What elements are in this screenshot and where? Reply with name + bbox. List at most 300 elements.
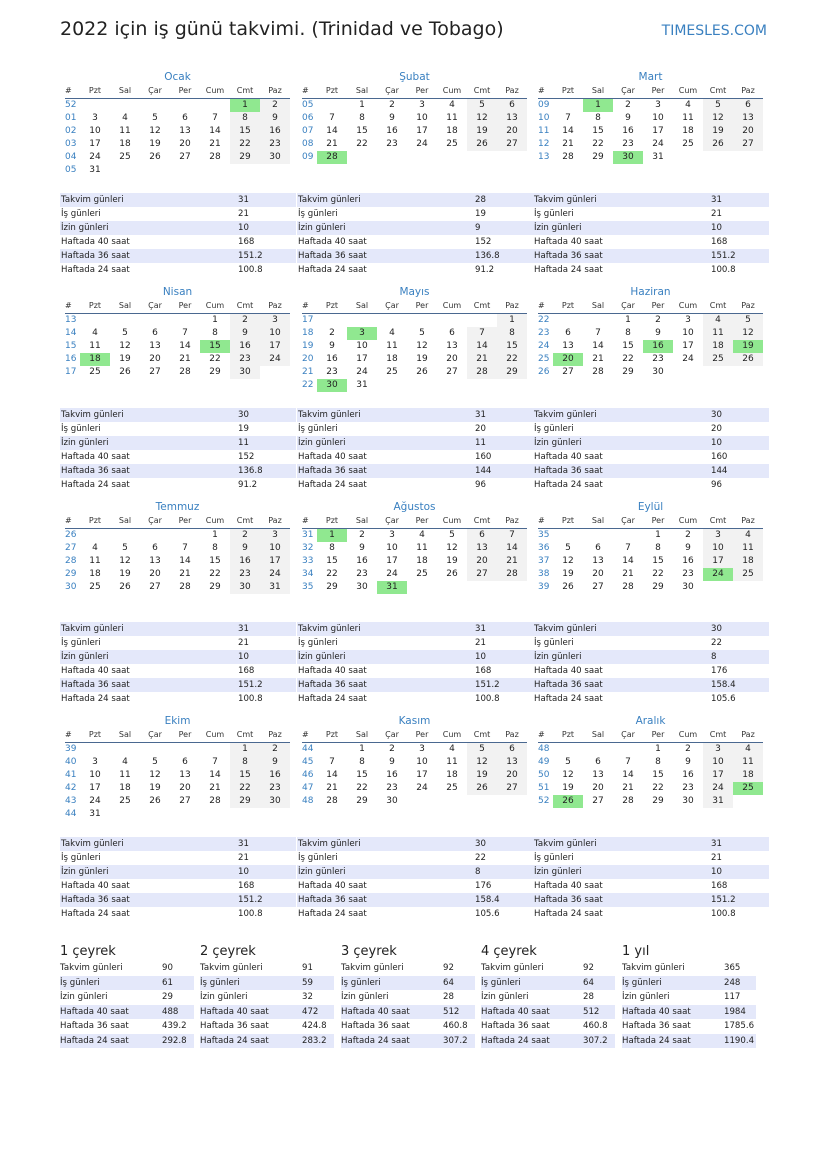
empty-cell [407,314,437,327]
week-number: 51 [538,783,550,793]
day-cell: 6 [449,328,455,338]
week-number: 45 [302,757,314,767]
stat-row [533,893,769,907]
quarter-label: Haftada 36 saat [200,1021,269,1031]
day-cell: 16 [643,340,673,353]
quarter-row [60,1019,194,1034]
weekday-label: Cum [442,730,462,739]
day-cell: 20 [467,555,497,568]
day-cell: 25 [733,568,763,581]
day-cell: 20 [553,353,583,366]
quarter-value: 460.8 [583,1021,608,1031]
stat-label: Haftada 40 saat [298,452,367,462]
day-cell: 1 [497,314,527,327]
quarter-value: 28 [583,992,594,1002]
week-row [302,125,527,138]
day-cell: 8 [359,113,365,123]
day-cell: 22 [592,139,604,149]
day-cell: 19 [119,569,131,579]
day-cell: 3 [419,100,425,110]
week-row [538,795,763,808]
stat-label: Haftada 24 saat [61,909,130,919]
stat-row [60,865,296,879]
day-cell: 9 [389,113,395,123]
day-cell: 19 [149,139,161,149]
stat-row [533,450,769,464]
day-cell: 21 [622,783,634,793]
day-cell: 16 [386,770,398,780]
month-stats [60,837,296,921]
quarter-row [622,961,756,976]
day-cell: 18 [416,556,428,566]
day-cell: 3 [92,757,98,767]
week-number: 43 [65,796,77,806]
stat-row [60,837,296,851]
day-cell: 26 [119,582,131,592]
quarter-row [341,961,475,976]
stat-label: Haftada 36 saat [61,251,130,261]
stat-value: 151.2 [711,251,736,261]
day-cell: 31 [356,380,368,390]
stat-value: 28 [475,195,486,205]
day-cell: 19 [119,354,131,364]
stat-value: 21 [475,638,486,648]
day-cell: 25 [446,783,458,793]
day-cell: 27 [179,796,191,806]
day-cell: 27 [149,367,161,377]
weekday-label: Per [651,86,665,95]
empty-cell [317,743,347,756]
weekday-label: Çar [621,86,635,95]
stat-value: 91.2 [238,480,258,490]
quarter-value: 32 [302,992,313,1002]
day-cell: 21 [562,139,574,149]
day-cell: 3 [419,744,425,754]
stat-row [533,436,769,450]
quarter-summary [622,943,756,1048]
stat-label: İzin günleri [61,223,109,233]
week-row [538,353,763,366]
empty-cell [583,529,613,542]
stat-label: Haftada 24 saat [61,480,130,490]
weekday-label: Çar [148,301,162,310]
day-cell: 19 [416,354,428,364]
week-number: 13 [65,315,77,325]
week-number: 40 [65,757,77,767]
stat-label: İzin günleri [298,223,346,233]
week-row [65,808,290,821]
empty-cell [407,581,437,594]
weekday-label: Paz [741,86,755,95]
day-cell: 28 [326,796,338,806]
month-calendar [538,285,763,379]
day-cell: 11 [89,341,101,351]
week-number: 52 [65,100,77,110]
weekday-label: Paz [268,86,282,95]
day-cell: 27 [446,367,458,377]
week-number: 04 [65,152,77,162]
stat-value: 136.8 [475,251,500,261]
week-row [302,756,527,769]
day-cell: 2 [329,328,335,338]
stat-label: Haftada 40 saat [61,666,130,676]
stat-value: 96 [711,480,722,490]
stat-row [297,193,533,207]
day-cell: 20 [179,783,191,793]
day-cell: 19 [703,125,733,138]
quarter-value: 439.2 [162,1021,187,1031]
day-cell: 12 [446,543,458,553]
weekday-header [538,84,763,99]
day-cell: 3 [347,327,377,340]
stat-row [533,263,769,277]
empty-cell [230,164,260,177]
stat-label: Haftada 36 saat [534,251,603,261]
day-cell: 20 [179,139,191,149]
day-cell: 15 [497,340,527,353]
empty-cell [110,164,140,177]
weekday-label: Paz [741,301,755,310]
day-cell: 20 [446,354,458,364]
day-cell: 14 [467,340,497,353]
empty-cell [260,366,290,379]
day-cell: 20 [497,769,527,782]
month-stats [297,837,533,921]
stat-row [297,408,533,422]
quarter-label: Takvim günleri [622,963,685,973]
stat-value: 21 [238,209,249,219]
day-cell: 9 [625,113,631,123]
week-number: 34 [302,569,314,579]
day-cell: 23 [682,783,694,793]
day-cell: 24 [386,569,398,579]
empty-cell [200,164,230,177]
day-cell: 5 [122,328,128,338]
day-cell: 28 [622,796,634,806]
stat-label: Haftada 40 saat [61,452,130,462]
day-cell: 17 [386,556,398,566]
week-row [65,353,290,366]
day-cell: 31 [89,165,101,175]
day-cell: 15 [200,340,230,353]
weekday-label: Cmt [473,86,491,95]
empty-cell [437,151,467,164]
stat-label: İzin günleri [61,867,109,877]
day-cell: 27 [562,367,574,377]
day-cell: 27 [149,582,161,592]
day-cell: 30 [260,151,290,164]
day-cell: 7 [182,328,188,338]
day-cell: 2 [260,743,290,756]
stat-row [60,636,296,650]
week-row [65,164,290,177]
week-number: 20 [302,354,314,364]
quarter-value: 1984 [724,1006,746,1017]
day-cell: 3 [703,529,733,542]
day-cell: 23 [230,568,260,581]
week-row [538,568,763,581]
day-cell: 30 [652,367,664,377]
month-name: Aralık [635,715,666,727]
day-cell: 10 [416,757,428,767]
empty-cell [170,99,200,112]
quarter-value: 59 [302,977,313,988]
day-cell: 1 [655,744,661,754]
month-calendar [302,714,527,808]
stat-label: Haftada 24 saat [298,909,367,919]
quarter-row [481,1034,615,1049]
day-cell: 10 [652,113,664,123]
stat-value: 20 [475,424,486,434]
quarter-label: Takvim günleri [200,963,263,973]
day-cell: 31 [703,795,733,808]
week-row [302,366,527,379]
day-cell: 29 [652,582,664,592]
day-cell: 29 [622,367,634,377]
day-cell: 29 [209,367,221,377]
week-number: 49 [538,757,550,767]
day-cell: 12 [149,126,161,136]
week-row [538,99,763,112]
weekday-label: Cum [678,516,698,525]
quarter-value: 28 [443,992,454,1002]
weekday-label: Sal [118,86,132,95]
weekday-label: Pzt [561,516,575,525]
month-calendar [65,285,290,379]
stat-label: Haftada 36 saat [61,895,130,905]
day-cell: 6 [152,328,158,338]
day-cell: 12 [562,556,574,566]
week-row [65,581,290,594]
day-cell: 25 [733,782,763,795]
day-cell: 26 [416,367,428,377]
week-number: 30 [65,582,77,592]
weekday-label: Çar [385,301,399,310]
weekday-label: Paz [268,516,282,525]
day-cell: 10 [682,328,694,338]
day-cell: 21 [179,569,191,579]
week-number: 23 [538,328,550,338]
day-cell: 24 [703,568,733,581]
stat-label: Takvim günleri [298,839,361,849]
day-cell: 5 [565,543,571,553]
stat-value: 31 [475,624,486,634]
day-cell: 19 [562,783,574,793]
stat-label: İş günleri [534,638,574,648]
weekday-label: Per [415,86,429,95]
empty-cell [80,314,110,327]
week-number: 26 [538,367,550,377]
week-number: 41 [65,770,77,780]
empty-cell [317,99,347,112]
stat-label: Haftada 36 saat [298,895,367,905]
day-cell: 25 [89,367,101,377]
quarter-value: 283.2 [302,1035,327,1046]
day-cell: 22 [652,783,664,793]
week-row [65,529,290,542]
stat-label: Takvim günleri [61,195,124,205]
weekday-label: Cmt [473,730,491,739]
day-cell: 18 [80,353,110,366]
month-name: Eylül [637,501,664,513]
day-cell: 24 [89,152,101,162]
stat-value: 100.8 [238,694,263,704]
empty-cell [437,795,467,808]
week-number: 31 [302,530,314,540]
stat-label: Haftada 24 saat [534,694,603,704]
day-cell: 18 [446,770,458,780]
day-cell: 10 [260,327,290,340]
day-cell: 11 [386,341,398,351]
stat-row [533,650,769,664]
day-cell: 24 [416,783,428,793]
day-cell: 15 [209,556,221,566]
stat-label: Haftada 36 saat [298,251,367,261]
week-row [538,314,763,327]
stat-label: Haftada 40 saat [534,237,603,247]
day-cell: 3 [655,100,661,110]
day-cell: 2 [389,744,395,754]
day-cell: 6 [595,757,601,767]
stat-label: İzin günleri [534,223,582,233]
month-stats [297,408,533,492]
stat-label: İş günleri [534,209,574,219]
empty-cell [733,795,763,808]
stat-row [60,408,296,422]
weekday-label: Per [651,730,665,739]
site-link[interactable]: TIMESLES.COM [661,23,767,39]
stat-value: 30 [711,624,722,634]
weekday-label: Cmt [236,301,254,310]
day-cell: 29 [497,366,527,379]
week-row [302,112,527,125]
weekday-header [538,299,763,314]
quarter-label: Haftada 36 saat [60,1021,129,1031]
day-cell: 26 [467,782,497,795]
day-cell: 10 [356,341,368,351]
quarter-label: Haftada 24 saat [622,1035,691,1046]
quarter-row [200,1005,334,1020]
day-cell: 24 [652,139,664,149]
week-row [65,151,290,164]
day-cell: 15 [622,341,634,351]
stat-row [533,422,769,436]
day-cell: 11 [416,543,428,553]
stat-row [533,408,769,422]
empty-cell [110,743,140,756]
empty-cell [347,314,377,327]
weekday-label: Paz [505,301,519,310]
quarter-value: 488 [162,1006,179,1017]
day-cell: 12 [467,112,497,125]
week-row [65,314,290,327]
day-cell: 1 [359,100,365,110]
quarter-label: Takvim günleri [481,963,544,973]
quarter-value: 1785.6 [724,1021,755,1031]
day-cell: 20 [733,125,763,138]
day-cell: 11 [89,556,101,566]
day-cell: 26 [562,582,574,592]
day-cell: 22 [230,138,260,151]
quarter-label: İş günleri [60,977,100,988]
day-cell: 7 [329,757,335,767]
day-cell: 28 [179,367,191,377]
day-cell: 8 [655,543,661,553]
empty-cell [110,99,140,112]
week-row [302,542,527,555]
week-row [538,151,763,164]
week-number: 42 [65,783,77,793]
weekday-label: Per [415,301,429,310]
quarter-title: 3 çeyrek [341,944,397,959]
stat-row [60,879,296,893]
stat-row [533,907,769,921]
day-cell: 13 [467,542,497,555]
day-cell: 6 [733,99,763,112]
month-calendar [65,714,290,821]
empty-cell [703,151,733,164]
stat-row [533,851,769,865]
week-number: 44 [302,744,314,754]
week-number: 09 [538,100,550,110]
month-name: Temmuz [155,501,200,513]
empty-cell [377,151,407,164]
day-cell: 1 [583,99,613,112]
day-cell: 30 [682,796,694,806]
empty-cell [673,366,703,379]
weekday-label: Paz [505,730,519,739]
day-cell: 14 [179,556,191,566]
day-cell: 1 [230,99,260,112]
day-cell: 9 [655,328,661,338]
day-cell: 9 [260,756,290,769]
day-cell: 2 [685,530,691,540]
week-number: 08 [302,139,314,149]
stat-label: İş günleri [61,424,101,434]
day-cell: 16 [386,126,398,136]
stat-row [60,249,296,263]
weekday-label: Cum [442,86,462,95]
week-row [302,327,527,340]
stat-label: Haftada 36 saat [534,680,603,690]
day-cell: 12 [149,770,161,780]
day-cell: 27 [179,152,191,162]
day-cell: 14 [209,770,221,780]
week-number: 11 [538,126,550,136]
day-cell: 28 [467,366,497,379]
weekday-label: Pzt [88,516,102,525]
stat-row [297,678,533,692]
day-cell: 12 [733,327,763,340]
day-cell: 30 [613,151,643,164]
week-number: 39 [538,582,550,592]
day-cell: 15 [326,556,338,566]
day-cell: 7 [212,113,218,123]
weekday-label: # [538,86,545,95]
day-cell: 7 [625,757,631,767]
weekday-label: # [302,86,309,95]
quarter-row [481,1019,615,1034]
day-cell: 5 [467,743,497,756]
day-cell: 6 [182,757,188,767]
quarter-label: Haftada 24 saat [341,1035,410,1046]
day-cell: 30 [356,582,368,592]
quarter-row [481,961,615,976]
stat-value: 91.2 [475,265,495,275]
empty-cell [467,379,497,392]
stat-row [297,664,533,678]
week-row [538,340,763,353]
